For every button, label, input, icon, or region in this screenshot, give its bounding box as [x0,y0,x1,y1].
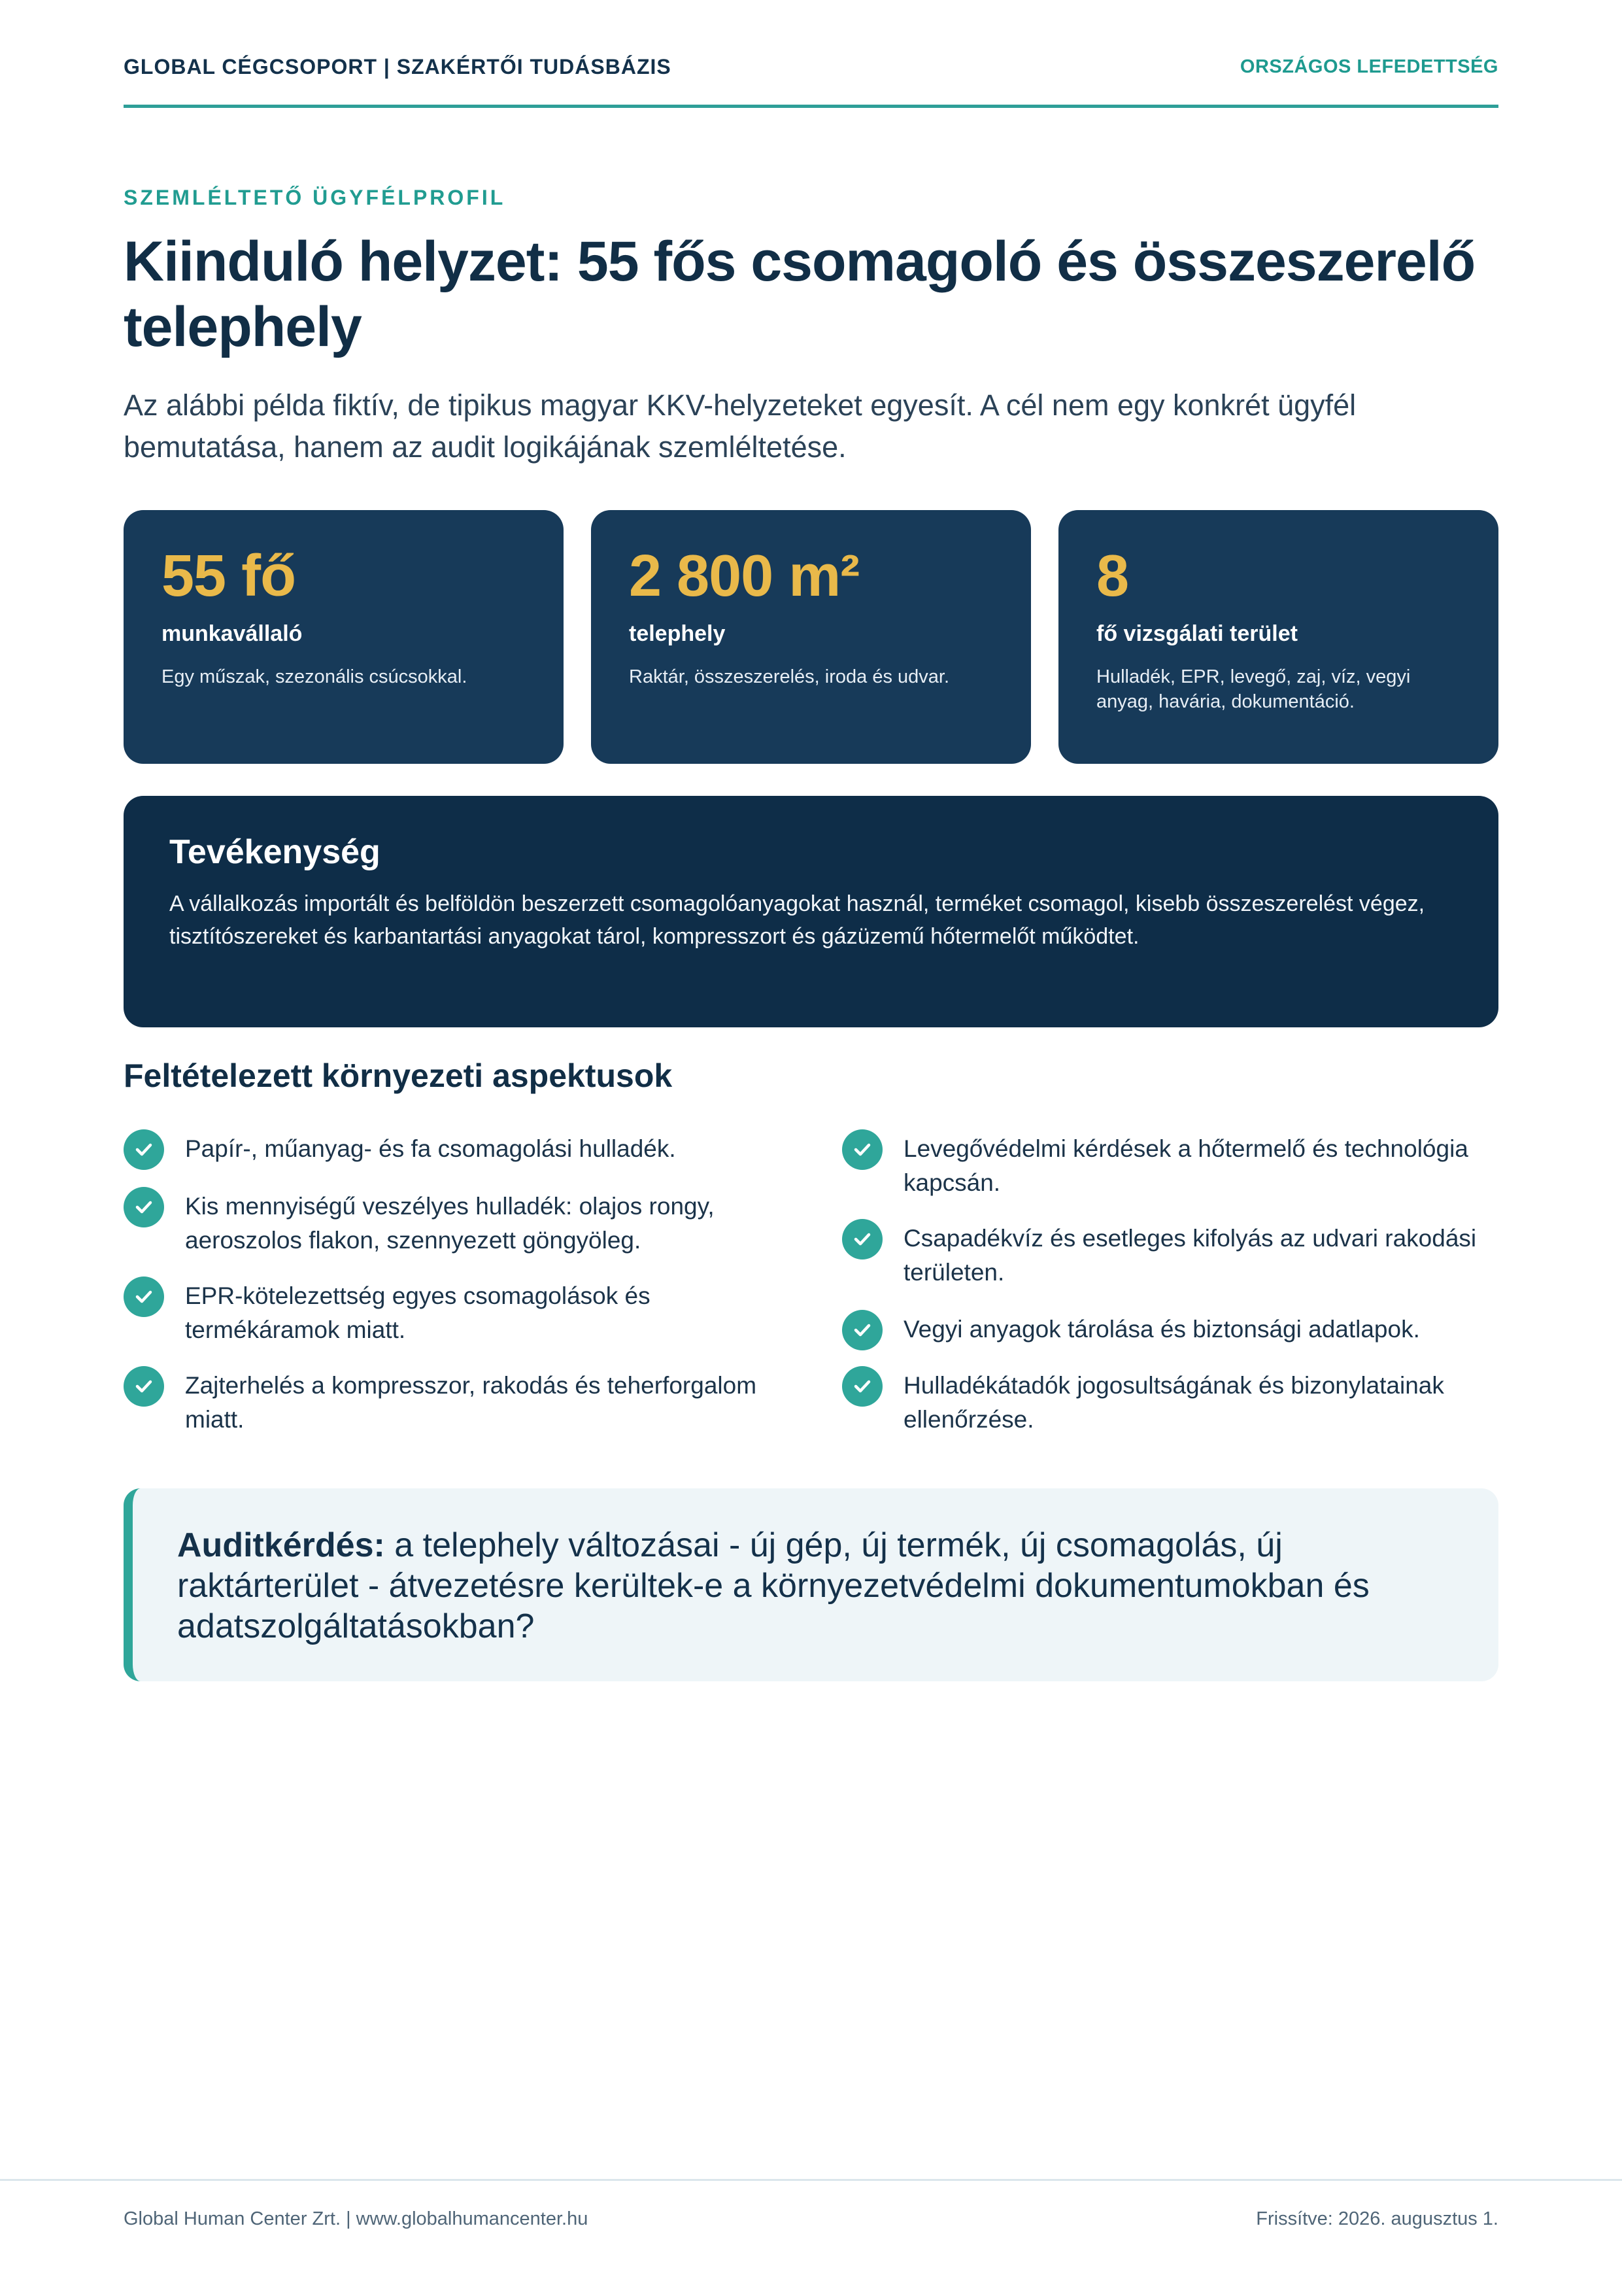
aspect-text: Vegyi anyagok tárolása és biztonsági adatlapok. [904,1316,1420,1343]
aspect-text: EPR-kötelezettség egyes csomagolások és termékáramok miatt. [185,1282,650,1343]
intro-paragraph: Az alábbi példa fiktív, de tipikus magyar KKV-helyzeteket egyesít. A cél nem egy konkrét ügyfél bemutatása, hanem az audit logikájának szemléltetése. [124,388,1357,464]
check-icon [842,1366,883,1407]
stat-label: fő vizsgálati terület [1096,621,1298,646]
activity-text: A vállalkozás importált és belföldön beszerzett csomagolóanyagokat használ, terméket csomagol, kisebb összeszerelést végez, tisztítószereket és karbantartási anyagokat tárol, kompresszort és gázüzemű hőtermelőt működtet. [169,891,1425,949]
stat-label: telephely [629,621,726,646]
page-title: Kiinduló helyzet: 55 fős csomagoló és összeszerelő telephely [124,230,1476,358]
stat-card-site-area [591,510,1031,764]
stat-card-employees [124,510,564,764]
check-icon [124,1187,164,1227]
check-icon [124,1129,164,1170]
audit-question [177,1525,1459,1647]
audit-question-callout [124,1488,1498,1681]
stat-card-audit-areas [1058,510,1498,764]
footer-company: Global Human Center Zrt. | www.globalhumancenter.hu [124,2208,588,2229]
stat-value: 55 fő [161,543,296,609]
page-footer [0,2179,1622,2296]
stat-value: 2 800 m² [629,543,860,609]
check-icon [842,1219,883,1259]
aspects-heading: Feltételezett környezeti aspektusok [124,1057,673,1094]
aspect-text: Zajterhelés a kompresszor, rakodás és teherforgalom miatt. [185,1372,757,1433]
check-icon [124,1277,164,1317]
activity-title: Tevékenység [169,833,380,871]
section-eyebrow: SZEMLÉLTETŐ ÜGYFÉLPROFIL [124,186,506,209]
coverage-label: ORSZÁGOS LEFEDETTSÉG [1240,56,1498,77]
activity-panel [124,796,1498,1027]
stat-description: Raktár, összeszerelés, iroda és udvar. [629,666,950,687]
stat-label: munkavállaló [161,621,303,646]
aspect-text: Hulladékátadók jogosultságának és bizonylatainak ellenőrzése. [904,1372,1444,1433]
brand-title: GLOBAL CÉGCSOPORT | SZAKÉRTŐI TUDÁSBÁZIS [124,55,671,78]
audit-label: Auditkérdés: [177,1526,385,1564]
stat-description: Egy műszak, szezonális csúcsokkal. [161,666,467,687]
aspect-text: Csapadékvíz és esetleges kifolyás az udvari rakodási területen. [904,1225,1477,1286]
audit-question-text: a telephely változásai - új gép, új termék, új csomagolás, új raktárterület - átvezetésre kerültek-e a környezetvédelmi dokumentumokban és adatszolgáltatásokban? [177,1526,1370,1645]
aspect-text: Kis mennyiségű veszélyes hulladék: olajos rongy, aeroszolos flakon, szennyezett göngyöleg. [185,1193,715,1254]
stat-description: Hulladék, EPR, levegő, zaj, víz, vegyi anyag, havária, dokumentáció. [1096,666,1411,712]
check-icon [842,1310,883,1350]
aspect-text: Levegővédelmi kérdések a hőtermelő és technológia kapcsán. [904,1135,1468,1196]
stat-value: 8 [1096,543,1129,609]
aspect-text: Papír-, műanyag- és fa csomagolási hulladék. [185,1135,676,1162]
page-header [124,52,1498,108]
check-icon [124,1366,164,1407]
check-icon [842,1129,883,1170]
footer-updated-date: Frissítve: 2026. augusztus 1. [1256,2208,1498,2229]
